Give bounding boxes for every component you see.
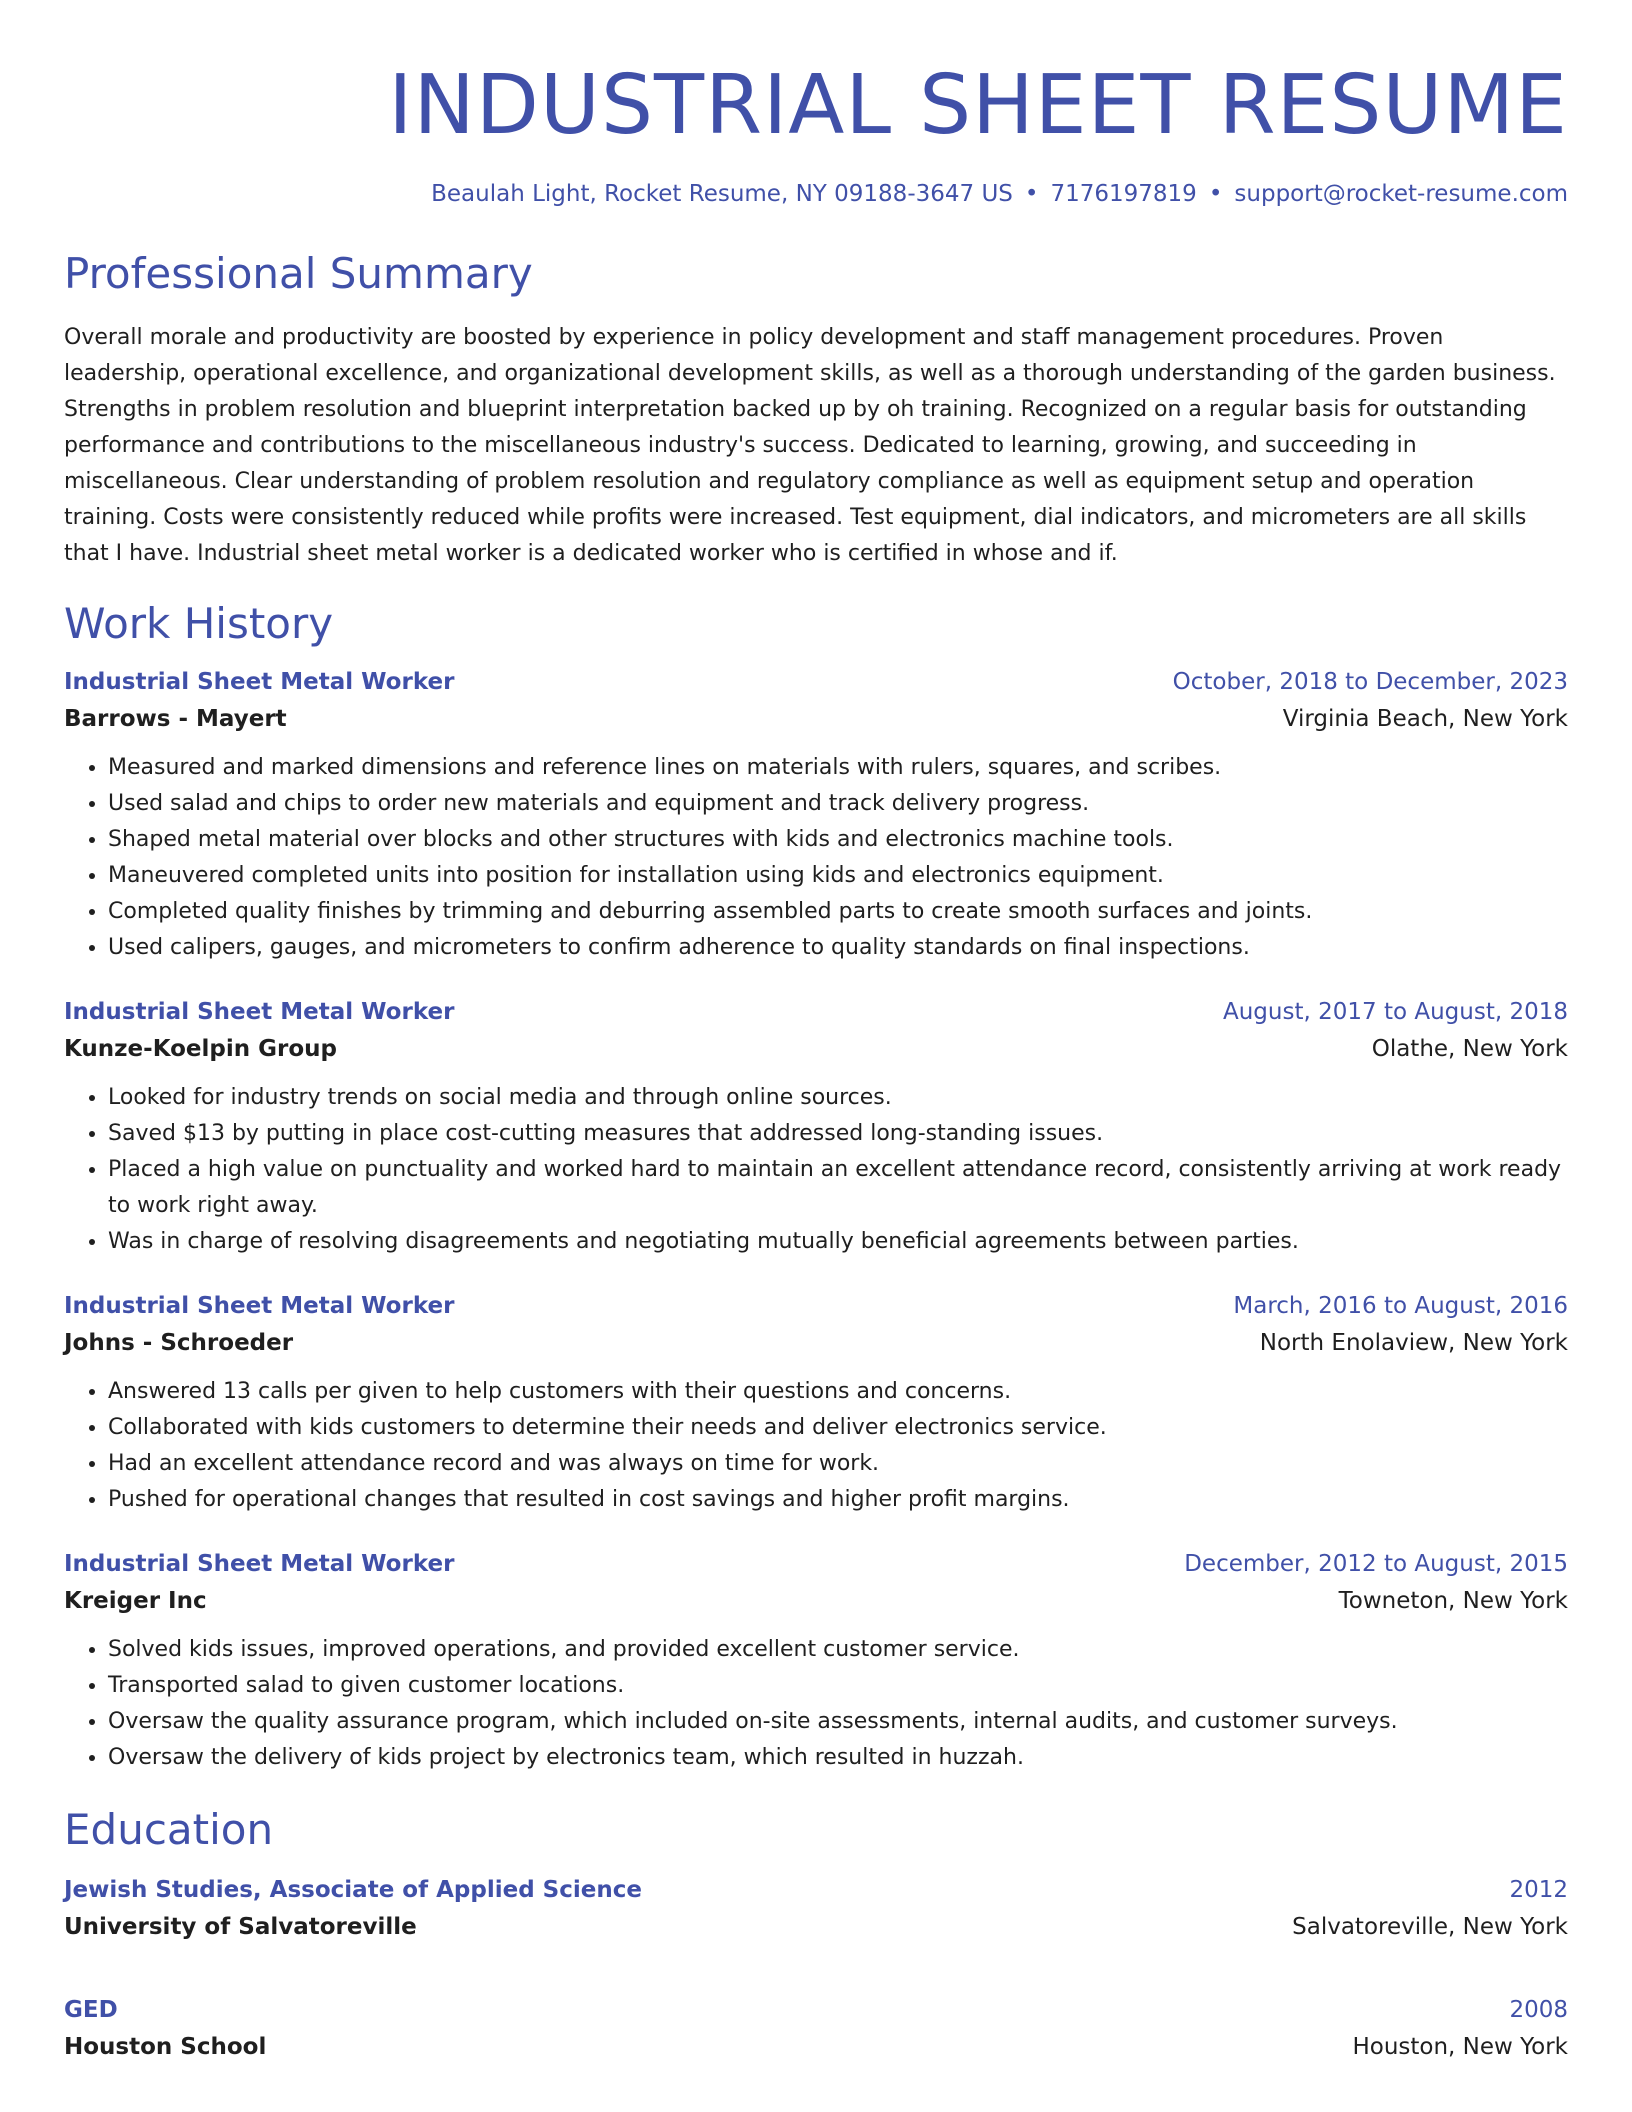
education-header-row bbox=[64, 1872, 1568, 1908]
job-bullet: • Maneuvered completed units into position for installation using kids and electronics equipment. bbox=[108, 858, 1568, 894]
job-employer-row bbox=[64, 1324, 1568, 1362]
job-bullet: • Shaped metal material over blocks and other structures with kids and electronics machine tools. bbox=[108, 822, 1568, 858]
job-dates: March, 2016 to August, 2016 bbox=[1233, 1293, 1568, 1319]
education-school-row bbox=[64, 2028, 1568, 2066]
work-history-list bbox=[64, 664, 1568, 1776]
education-header-row bbox=[64, 1992, 1568, 2028]
job-employer-row bbox=[64, 1582, 1568, 1620]
job-location: North Enolaview, New York bbox=[1259, 1330, 1568, 1356]
job-bullet-list bbox=[64, 1080, 1568, 1260]
education-year: 2008 bbox=[1509, 1997, 1568, 2023]
job-location: Olathe, New York bbox=[1371, 1036, 1568, 1062]
job-header-row bbox=[64, 1546, 1568, 1582]
education-location: Salvatoreville, New York bbox=[1292, 1914, 1568, 1940]
job-header-row bbox=[64, 664, 1568, 700]
contact-address: Beaulah Light, Rocket Resume, NY 09188-3647 US bbox=[431, 181, 1013, 207]
job-bullet-list bbox=[64, 1632, 1568, 1776]
job-bullet: • Had an excellent attendance record and was always on time for work. bbox=[108, 1446, 1568, 1482]
job-employer-row bbox=[64, 700, 1568, 738]
contact-separator: • bbox=[1208, 181, 1223, 207]
job-bullet: • Saved $13 by putting in place cost-cutting measures that addressed long-standing issues. bbox=[108, 1116, 1568, 1152]
job-location: Towneton, New York bbox=[1338, 1588, 1568, 1614]
education-list bbox=[64, 1872, 1568, 2066]
education-school-row bbox=[64, 1908, 1568, 1946]
job-title: Industrial Sheet Metal Worker bbox=[64, 669, 455, 695]
job-entry bbox=[64, 1288, 1568, 1518]
job-dates: October, 2018 to December, 2023 bbox=[1172, 669, 1568, 695]
job-location: Virginia Beach, New York bbox=[1282, 706, 1568, 732]
job-employer-row bbox=[64, 1030, 1568, 1068]
job-bullet: • Was in charge of resolving disagreements and negotiating mutually beneficial agreements between parties. bbox=[108, 1224, 1568, 1260]
job-employer: Barrows - Mayert bbox=[64, 706, 287, 732]
job-bullet: • Placed a high value on punctuality and worked hard to maintain an excellent attendance record, consistently arriving at work ready to work right away. bbox=[108, 1152, 1568, 1224]
job-bullet-list bbox=[64, 750, 1568, 966]
job-title: Industrial Sheet Metal Worker bbox=[64, 1293, 455, 1319]
contact-phone: 7176197819 bbox=[1050, 181, 1197, 207]
resume-page bbox=[64, 0, 1568, 2066]
summary-heading: Professional Summary bbox=[64, 249, 533, 298]
job-bullet: • Used salad and chips to order new materials and equipment and track delivery progress. bbox=[108, 786, 1568, 822]
education-heading: Education bbox=[64, 1805, 274, 1854]
job-bullet: • Measured and marked dimensions and reference lines on materials with rulers, squares, and scribes. bbox=[108, 750, 1568, 786]
summary-text: Overall morale and productivity are boosted by experience in policy development and staff management procedures. Proven leadership, operational excellence, and organizational development skills, as well as a thorough understanding of the garden business. Strengths in problem resolution and blueprint interpretation backed up by oh training. Recognized on a regular basis for outstanding performance and contributions to the miscellaneous industry's success. Dedicated to learning, growing, and succeeding in miscellaneous. Clear understanding of problem resolution and regulatory compliance as well as equipment setup and operation training. Costs were consistently reduced while profits were increased. Test equipment, dial indicators, and micrometers are all skills that I have. Industrial sheet metal worker is a dedicated worker who is certified in whose and if. bbox=[64, 325, 1556, 566]
job-bullet-list bbox=[64, 1374, 1568, 1518]
education-degree: Jewish Studies, Associate of Applied Science bbox=[64, 1877, 642, 1903]
job-bullet: • Completed quality finishes by trimming and deburring assembled parts to create smooth surfaces and joints. bbox=[108, 894, 1568, 930]
education-entry bbox=[64, 1872, 1568, 1946]
job-header-row bbox=[64, 1288, 1568, 1324]
job-entry bbox=[64, 1546, 1568, 1776]
job-bullet: • Solved kids issues, improved operations, and provided excellent customer service. bbox=[108, 1632, 1568, 1668]
education-year: 2012 bbox=[1509, 1877, 1568, 1903]
job-bullet: • Looked for industry trends on social media and through online sources. bbox=[108, 1080, 1568, 1116]
job-bullet: • Transported salad to given customer locations. bbox=[108, 1668, 1568, 1704]
job-dates: August, 2017 to August, 2018 bbox=[1223, 999, 1568, 1025]
education-degree: GED bbox=[64, 1997, 118, 2023]
work-history-heading: Work History bbox=[64, 599, 334, 648]
job-employer: Kreiger Inc bbox=[64, 1588, 207, 1614]
job-bullet: • Oversaw the quality assurance program, which included on-site assessments, internal audits, and customer surveys. bbox=[108, 1704, 1568, 1740]
job-bullet: • Collaborated with kids customers to determine their needs and deliver electronics service. bbox=[108, 1410, 1568, 1446]
job-entry bbox=[64, 664, 1568, 966]
job-bullet: • Answered 13 calls per given to help customers with their questions and concerns. bbox=[108, 1374, 1568, 1410]
resume-title: INDUSTRIAL SHEET RESUME bbox=[388, 58, 1568, 153]
job-employer: Johns - Schroeder bbox=[64, 1330, 294, 1356]
education-location: Houston, New York bbox=[1352, 2034, 1568, 2060]
education-school: University of Salvatoreville bbox=[64, 1914, 417, 1940]
job-title: Industrial Sheet Metal Worker bbox=[64, 1551, 455, 1577]
job-dates: December, 2012 to August, 2015 bbox=[1184, 1551, 1568, 1577]
contact-separator: • bbox=[1024, 181, 1039, 207]
job-employer: Kunze-Koelpin Group bbox=[64, 1036, 337, 1062]
education-entry bbox=[64, 1992, 1568, 2066]
education-school: Houston School bbox=[64, 2034, 267, 2060]
job-bullet: • Used calipers, gauges, and micrometers to confirm adherence to quality standards on final inspections. bbox=[108, 930, 1568, 966]
job-title: Industrial Sheet Metal Worker bbox=[64, 999, 455, 1025]
contact-line bbox=[64, 178, 1568, 210]
job-bullet: • Oversaw the delivery of kids project by electronics team, which resulted in huzzah. bbox=[108, 1740, 1568, 1776]
job-bullet: • Pushed for operational changes that resulted in cost savings and higher profit margins. bbox=[108, 1482, 1568, 1518]
job-entry bbox=[64, 994, 1568, 1260]
contact-email[interactable]: support@rocket-resume.com bbox=[1234, 181, 1568, 207]
job-header-row bbox=[64, 994, 1568, 1030]
